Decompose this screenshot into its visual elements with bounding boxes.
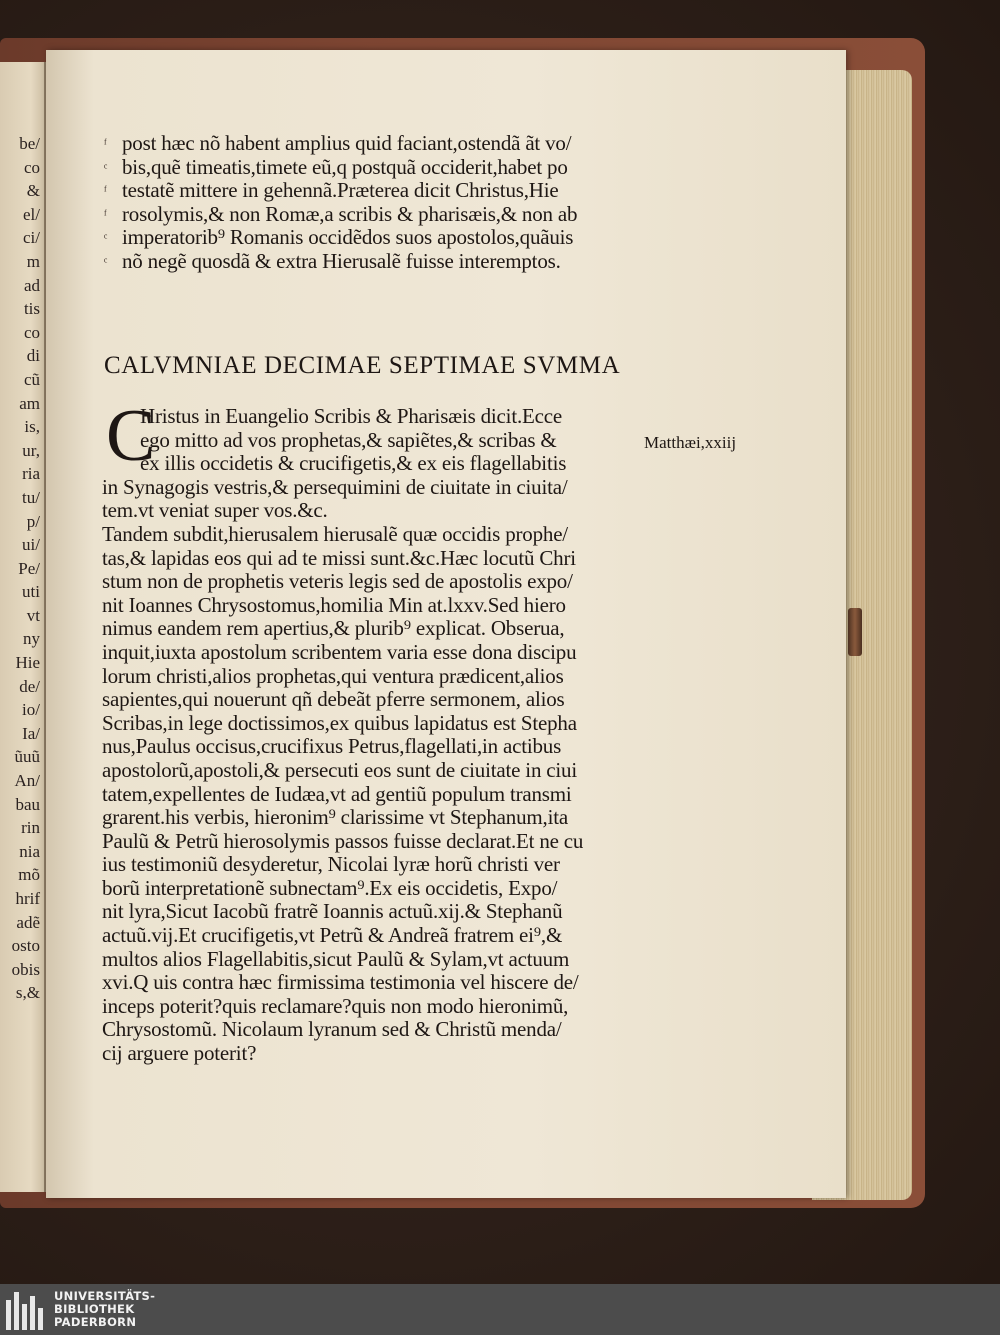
text-line: tem.vt veniat super vos.&c. (102, 498, 328, 523)
section-heading: CALVMNIAE DECIMAE SEPTIMAE SVMMA (104, 352, 621, 379)
text-line: stum non de prophetis veteris legis sed de apostolis expo/ (102, 569, 573, 594)
text-line: cij arguere poterit? (102, 1041, 257, 1066)
text-line: ius testimoniũ desyderetur, Nicolai lyræ horũ christi ver (102, 852, 560, 877)
left-fragment: ur, (22, 440, 40, 460)
text-line: inquit,iuxta apostolum scribentem varia esse dona discipu (102, 639, 577, 664)
left-fragment: de/ (19, 676, 40, 696)
line-marker: ᶜ (104, 253, 108, 269)
text-line: apostolorũ,apostoli,& persecuti eos sunt de ciuitate in ciui (102, 757, 577, 782)
line-markers (104, 132, 118, 274)
left-fragment: An/ (14, 771, 40, 791)
upper-passage (122, 132, 712, 274)
left-fragment: & (26, 181, 40, 201)
text-line: nõ negẽ quosdã & extra Hierusalẽ fuisse interemptos. (122, 248, 561, 273)
left-fragment: m (26, 251, 40, 271)
text-line: borũ interpretationẽ subnectam⁹.Ex eis occidetis, Expo/ (102, 875, 558, 900)
left-fragment: bau (15, 794, 40, 814)
library-logo-text (54, 1290, 155, 1329)
left-fragment: ci/ (23, 228, 40, 248)
logo-line: UNIVERSITÄTS- (54, 1289, 156, 1303)
text-line: Hristus in Euangelio Scribis & Pharisæis dicit.Ecce (140, 404, 562, 428)
left-fragment: ria (22, 464, 40, 484)
text-line: Scribas,in lege doctissimos,ex quibus lapidatus est Stepha (102, 710, 577, 735)
text-line: Paulũ & Petrũ hierosolymis passos fuisse declarat.Et ne cu (102, 828, 584, 853)
text-line: bis,quẽ timeatis,timete eũ,q postquã occiderit,habet po (122, 154, 568, 179)
left-fragment: io/ (22, 700, 40, 720)
left-fragment: osto (11, 936, 40, 956)
left-fragment: s,& (15, 983, 40, 1003)
left-fragment: vt (26, 605, 40, 625)
left-fragment: cũ (23, 369, 40, 389)
left-fragment: am (19, 393, 40, 413)
text-line: lorum christi,alios prophetas,qui ventura prædicent,alios (102, 663, 564, 688)
line-marker: ᶠ (104, 183, 107, 199)
left-fragment: hrif (15, 889, 40, 908)
line-marker: ᶜ (104, 159, 108, 175)
text-line: in Synagogis vestris,& persequimini de ciuitate in ciuita/ (102, 474, 568, 499)
text-line: Tandem subdit,hierusalem hierusalẽ quæ occidis prophe/ (102, 521, 568, 546)
library-footer (0, 1284, 1000, 1335)
left-fragment: Pe/ (18, 558, 40, 578)
text-line: nus,Paulus occisus,crucifixus Petrus,flagellati,in actibus (102, 734, 562, 759)
text-line: grarent.his verbis, hieronim⁹ clarissime vt Stephanum,ita (102, 805, 568, 830)
logo-line: PADERBORN (54, 1315, 137, 1329)
bookmark-tab (848, 608, 862, 656)
left-fragment: Hie (15, 653, 40, 673)
left-fragment: uti (22, 582, 40, 602)
text-line: nit Ioannes Chrysostomus,homilia Min at.lxxv.Sed hiero (102, 592, 566, 617)
left-fragment: ad (23, 275, 40, 295)
text-line: ex illis occidetis & crucifigetis,& ex eis flagellabitis (140, 451, 567, 476)
text-line: multos alios Flagellabitis,sicut Paulũ & Sylam,vt actuum (102, 946, 570, 971)
line-marker: ᶜ (104, 230, 108, 246)
left-fragment: el/ (23, 204, 40, 224)
marginal-note: Matthæi,xxiij (644, 433, 737, 452)
left-fragment: ũuũ (14, 747, 40, 767)
line-marker: ᶠ (104, 136, 107, 151)
text-line: imperatorib⁹ Romanis occidẽdos suos apostolos,quãuis (122, 225, 574, 250)
text-line: tas,& lapidas eos qui ad te missi sunt.&c.Hæc locutũ Chri (102, 545, 576, 570)
left-fragment: ny (23, 629, 40, 649)
text-line: actuũ.vij.Et crucifigetis,vt Petrũ & Andreã fratrem ei⁹,& (102, 923, 563, 948)
left-fragment: p/ (26, 511, 40, 531)
left-fragment: adẽ (16, 912, 40, 932)
text-line: sapientes,qui nouerunt qñ debeãt pferre sermonem, alios (102, 687, 565, 712)
main-passage (102, 395, 702, 1066)
text-line: inceps poterit?quis reclamare?quis non modo hieronimũ, (102, 993, 569, 1018)
left-fragment: di (26, 346, 40, 366)
text-line: nimus eandem rem apertius,& plurib⁹ explicat. Obserua, (102, 616, 565, 641)
right-page (46, 50, 846, 1198)
text-line: tatem,expellentes de Iudæa,vt ad gentiũ populum transmi (102, 781, 572, 806)
left-fragment: is, (24, 417, 40, 437)
text-line: ego mitto ad vos prophetas,& sapiẽtes,& scribas & (140, 427, 557, 452)
text-line: testatẽ mittere in gehennã.Præterea dicit Christus,Hie (122, 178, 559, 203)
library-logo-icon (6, 1292, 46, 1330)
left-fragment: tu/ (22, 487, 40, 507)
line-marker: ᶠ (104, 206, 107, 222)
left-fragment: tis (23, 299, 40, 319)
left-fragment: nia (19, 841, 40, 861)
left-fragment: ui/ (22, 535, 40, 555)
left-fragment: rin (21, 818, 40, 838)
left-page (0, 62, 46, 1192)
text-line: xvi.Q uis contra hæc firmissima testimonia vel hiscere de/ (102, 970, 579, 995)
text-line: post hæc nõ habent amplius quid faciant,ostendã ãt vo/ (122, 131, 572, 155)
left-fragment: obis (11, 959, 40, 979)
left-fragment: be/ (19, 134, 40, 153)
text-line: Chrysostomũ. Nicolaum lyranum sed & Christũ menda/ (102, 1017, 562, 1042)
left-fragment: co (23, 322, 40, 342)
text-line: rosolymis,& non Romæ,a scribis & pharisæis,& non ab (122, 201, 578, 226)
left-fragment: co (23, 157, 40, 177)
logo-line: BIBLIOTHEK (54, 1302, 135, 1316)
left-page-text-fragments (0, 132, 44, 1005)
text-line: nit lyra,Sicut Iacobũ fratrẽ Ioannis actuũ.xij.& Stephanũ (102, 899, 563, 924)
left-fragment: Ia/ (22, 723, 40, 743)
left-fragment: mõ (18, 865, 40, 885)
drop-capital: C (106, 395, 156, 477)
